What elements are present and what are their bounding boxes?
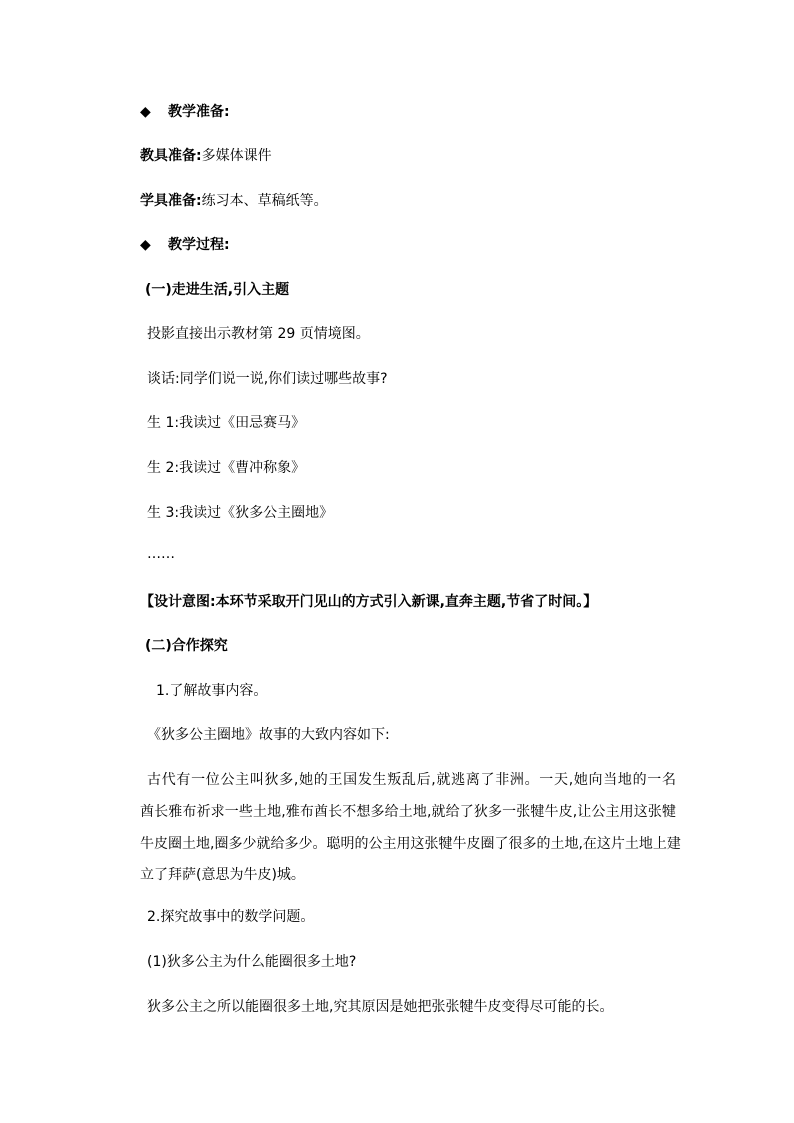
section1-line3: 生 1:我读过《田忌赛马》 — [147, 415, 306, 431]
prep-heading-line — [140, 102, 230, 122]
tools-prep-label: 教具准备: — [140, 148, 202, 164]
diamond-bullet-icon: ◆ — [140, 104, 151, 120]
process-heading-line — [140, 235, 230, 255]
story-line: 酋长雅布祈求一些土地,雅布酋长不想多给土地,就给了狄多一张犍牛皮,让公主用这张犍 — [140, 804, 676, 820]
section1-line4: 生 2:我读过《曹冲称象》 — [147, 460, 306, 476]
tools-prep-line — [140, 146, 272, 166]
section1-line2: 谈话:同学们说一说,你们读过哪些故事? — [147, 371, 388, 387]
prep-heading: 教学准备: — [168, 104, 230, 120]
story-intro: 《狄多公主圈地》故事的大致内容如下: — [147, 727, 390, 743]
student-prep-value: 练习本、草稿纸等。 — [201, 193, 328, 209]
section2-heading: (二)合作探究 — [145, 638, 228, 654]
student-prep-label: 学具准备: — [140, 193, 202, 209]
story-line: 立了拜萨(意思为牛皮)城。 — [140, 867, 305, 883]
section1-ellipsis: …… — [147, 546, 175, 562]
question1: (1)狄多公主为什么能圈很多土地? — [147, 954, 357, 970]
section2-item2: 2.探究故事中的数学问题。 — [147, 909, 315, 925]
section2-item1: 1.了解故事内容。 — [156, 683, 268, 699]
story-line: 古代有一位公主叫狄多,她的王国发生叛乱后,就逃离了非洲。一天,她向当地的一名 — [147, 772, 676, 788]
process-heading: 教学过程: — [168, 237, 230, 253]
story-line: 牛皮圈土地,圈多少就给多少。聪明的公主用这张犍牛皮圈了很多的土地,在这片土地上建 — [140, 836, 681, 852]
section1-line5: 生 3:我读过《狄多公主圈地》 — [147, 505, 334, 521]
section1-heading: (一)走进生活,引入主题 — [145, 282, 290, 298]
tools-prep-value: 多媒体课件 — [201, 148, 272, 164]
section1-line1: 投影直接出示教材第 29 页情境图。 — [147, 326, 370, 342]
design-intent: 【设计意图:本环节采取开门见山的方式引入新课,直奔主题,节省了时间。】 — [140, 594, 598, 610]
diamond-bullet-icon: ◆ — [140, 237, 151, 253]
student-prep-line — [140, 191, 328, 211]
answer1: 狄多公主之所以能圈很多土地,究其原因是她把张张犍牛皮变得尽可能的长。 — [147, 999, 614, 1015]
